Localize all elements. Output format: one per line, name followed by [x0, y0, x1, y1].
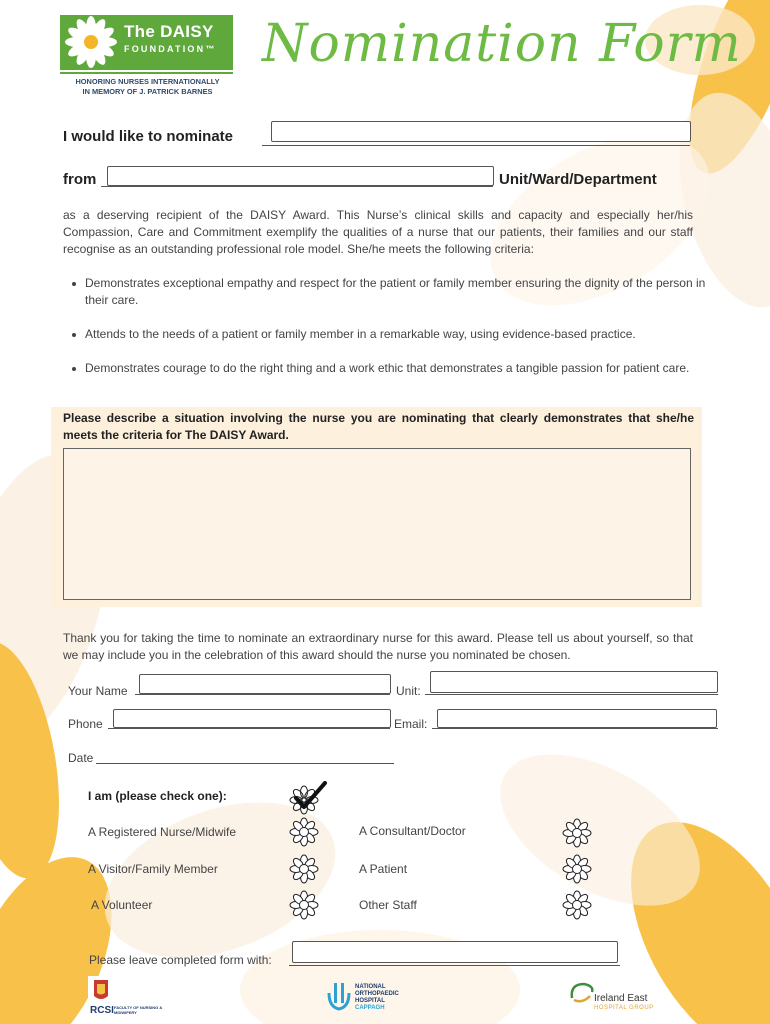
ireland-east-text: Ireland East: [594, 993, 648, 1004]
noh-line4: CAPPAGH: [355, 1005, 385, 1011]
option-visitor-label: A Visitor/Family Member: [88, 862, 218, 876]
date-label: Date: [68, 751, 94, 765]
checkbox-registered-nurse[interactable]: [289, 817, 319, 847]
unit-input[interactable]: [430, 671, 718, 693]
logo-foundation-text: FOUNDATION™: [124, 44, 217, 54]
your-name-input[interactable]: [139, 674, 391, 694]
phone-label: Phone: [68, 717, 103, 731]
ireland-east-subtext: HOSPITAL GROUP: [594, 1005, 654, 1011]
logo-brand-text: The DAISY: [124, 22, 214, 41]
checkbox-patient[interactable]: [562, 854, 592, 884]
describe-prompt: Please describe a situation involving the nurse you are nominating that clearly demonstrates that she/he meets the criteria for The DAISY Award.: [63, 411, 694, 442]
noh-line1: NATIONAL: [355, 984, 386, 990]
unit-underline: [425, 694, 718, 695]
email-label: Email:: [394, 717, 428, 731]
leave-with-input[interactable]: [292, 941, 618, 963]
rcsi-text: RCSI: [90, 1005, 114, 1016]
phone-input[interactable]: [113, 709, 391, 728]
leave-with-label: Please leave completed form with:: [89, 953, 272, 967]
logo-divider: [60, 72, 233, 74]
from-label: from: [63, 171, 97, 188]
email-underline: [432, 728, 718, 729]
checkmark-icon: [288, 781, 328, 815]
leave-with-underline: [289, 965, 620, 966]
checkbox-volunteer[interactable]: [289, 890, 319, 920]
criteria-item-1: Demonstrates exceptional empathy and respect for the patient or family member ensuring the dignity of the person in their care.: [72, 275, 707, 309]
checkbox-other-staff[interactable]: [562, 890, 592, 920]
your-name-underline: [135, 694, 390, 695]
phone-underline: [108, 728, 390, 729]
option-registered-nurse-label: A Registered Nurse/Midwife: [88, 825, 237, 839]
unit-label: Unit:: [396, 684, 421, 698]
option-consultant-label: A Consultant/Doctor: [359, 824, 466, 838]
option-other-staff-label: Other Staff: [359, 898, 417, 912]
from-underline: [101, 186, 493, 187]
department-input[interactable]: [107, 166, 494, 186]
noh-logo-icon: [326, 979, 352, 1015]
checkbox-consultant[interactable]: [562, 818, 592, 848]
nominate-label: I would like to nominate: [63, 128, 234, 145]
option-volunteer-label: A Volunteer: [91, 898, 153, 912]
intro-paragraph: as a deserving recipient of the DAISY Award. This Nurse’s clinical skills and capacity and especially her/his Compassion, Care and Commitment exemplify the qualities of a nurse that our patients, their families and our staff recognise as an outstanding professional role model. She/he meets the following criteria:: [63, 208, 693, 256]
email-input[interactable]: [437, 709, 717, 728]
page-title: Nomination Form: [262, 14, 742, 74]
thanks-paragraph: Thank you for taking the time to nominate an extraordinary nurse for this award. Please tell us about yourself, so that we may include you in the celebration of this award should the nurse you nominated be chosen.: [63, 631, 693, 662]
logo-tagline-line2: IN MEMORY OF J. PATRICK BARNES: [82, 87, 213, 96]
criteria-item-3: Demonstrates courage to do the right thing and a work ethic that demonstrates a tangible passion for patient care.: [72, 360, 707, 377]
nominee-name-input[interactable]: [271, 121, 691, 142]
rcsi-subtext: FACULTY OF NURSING & MIDWIFERY: [114, 1005, 163, 1015]
ireland-east-logo-icon: [568, 980, 596, 1006]
nominate-underline: [262, 145, 690, 146]
logo-tagline-line1: HONORING NURSES INTERNATIONALLY: [75, 77, 220, 86]
noh-logo-text: [355, 984, 399, 1012]
daisy-flower-icon: [63, 15, 119, 70]
check-heading: I am (please check one):: [88, 789, 227, 803]
option-patient-label: A Patient: [359, 862, 408, 876]
logo-tagline: [60, 77, 235, 97]
date-input[interactable]: [96, 763, 394, 764]
checkbox-visitor[interactable]: [289, 854, 319, 884]
noh-line2: ORTHOPAEDIC: [355, 991, 399, 997]
your-name-label: Your Name: [68, 684, 128, 698]
unit-ward-label: Unit/Ward/Department: [499, 171, 657, 188]
noh-line3: HOSPITAL: [355, 998, 385, 1004]
criteria-item-2: Attends to the needs of a patient or family member in a remarkable way, using evidence-based practice.: [72, 326, 707, 343]
situation-description-textarea[interactable]: [63, 448, 691, 600]
